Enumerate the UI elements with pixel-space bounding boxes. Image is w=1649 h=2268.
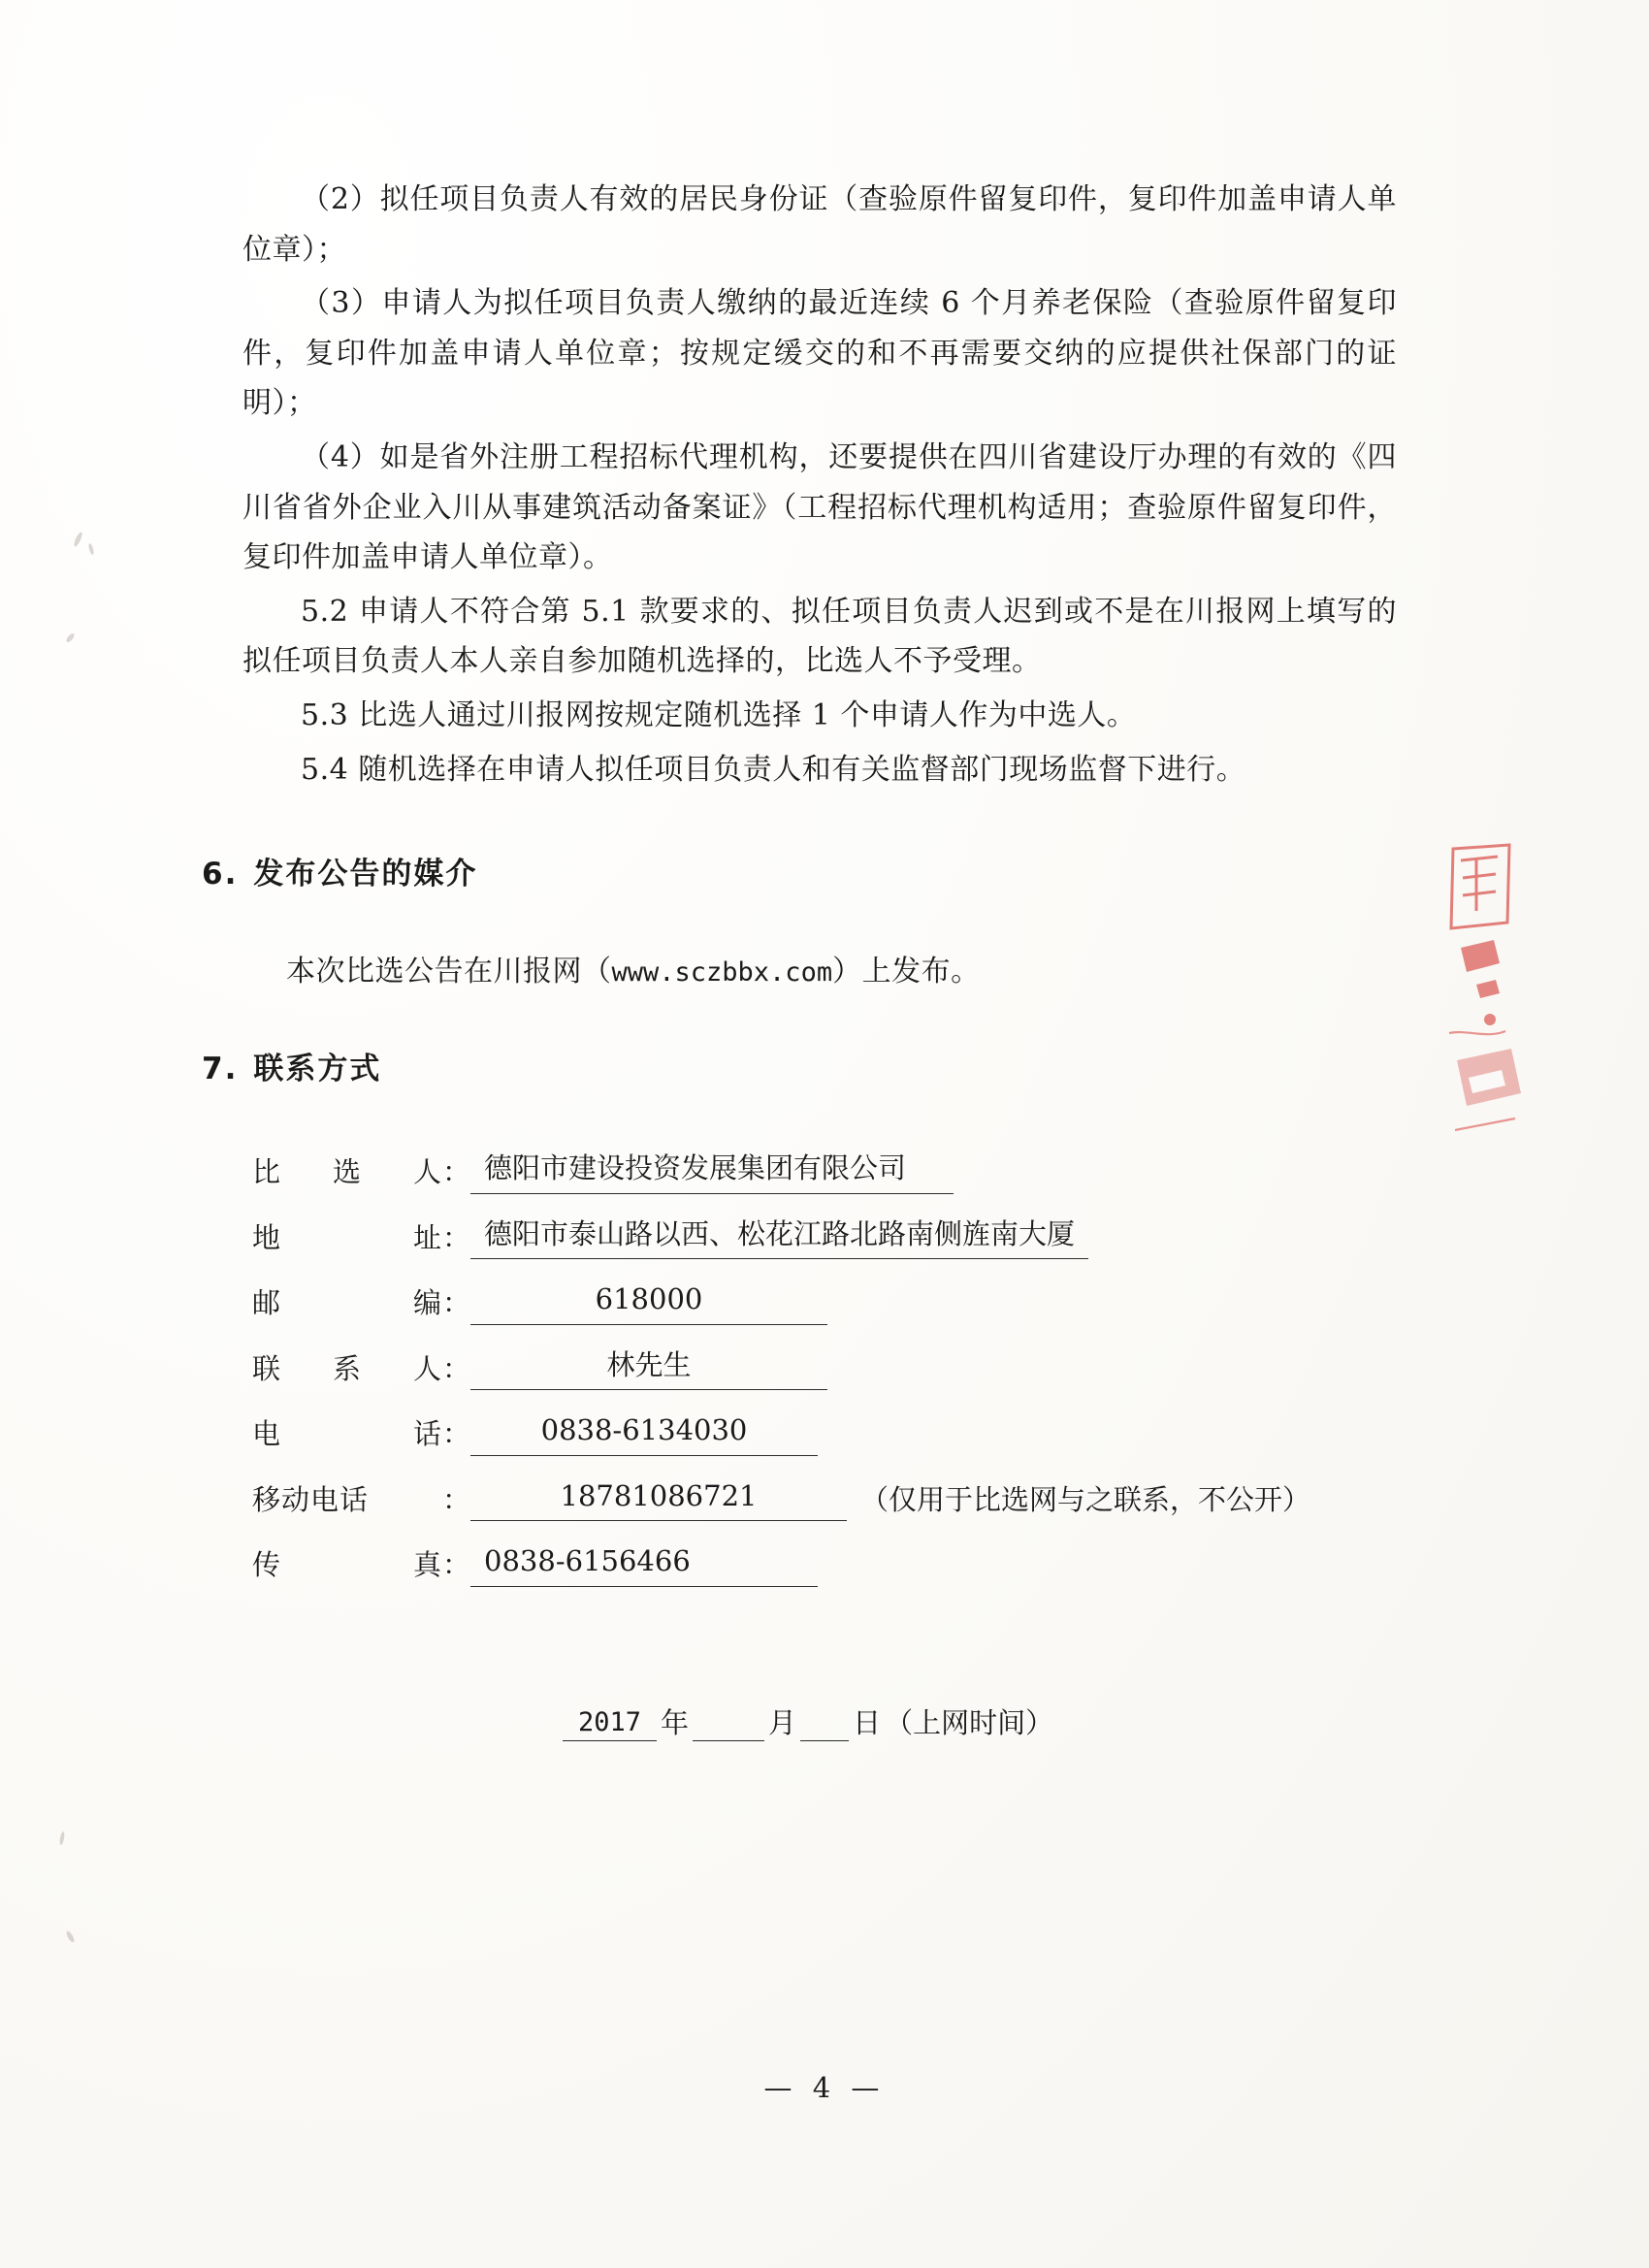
section-number: 6. xyxy=(202,857,239,892)
contact-colon: ： xyxy=(442,1155,471,1189)
media-notice xyxy=(242,947,1397,989)
date-day-unit: 日 xyxy=(853,1705,882,1739)
date-month-unit: 月 xyxy=(768,1705,797,1739)
date-line xyxy=(563,1701,1397,1741)
contact-label: 电 话 xyxy=(252,1417,442,1451)
contact-colon: ： xyxy=(442,1286,471,1320)
contact-label: 传 真 xyxy=(252,1548,442,1582)
contact-value: 0838-6156466 xyxy=(470,1540,818,1587)
paragraph: 5.2 申请人不符合第 5.1 款要求的、拟任项目负责人迟到或不是在川报网上填写的拟任项目负责人本人亲自参加随机选择的，比选人不予受理。 xyxy=(242,594,1397,679)
contact-colon: ： xyxy=(442,1417,471,1451)
document-body xyxy=(202,175,1397,1741)
contact-row-fax xyxy=(252,1540,1397,1587)
contact-value: 618000 xyxy=(470,1279,827,1325)
date-month-blank xyxy=(693,1711,764,1741)
contact-label: 地 址 xyxy=(252,1220,442,1254)
media-notice-prefix: 本次比选公告在川报网（ xyxy=(286,955,612,989)
paragraph: （2）拟任项目负责人有效的居民身份证（查验原件留复印件，复印件加盖申请人单位章）； xyxy=(242,182,1397,267)
media-notice-suffix: ）上发布。 xyxy=(832,955,981,989)
date-year-unit: 年 xyxy=(661,1705,690,1739)
date-day-blank xyxy=(800,1711,849,1741)
paragraph: 5.3 比选人通过川报网按规定随机选择 1 个申请人作为中选人。 xyxy=(301,697,1137,732)
contact-label: 联 系 人 xyxy=(252,1351,442,1385)
contact-colon: ： xyxy=(442,1220,471,1254)
contact-row-phone xyxy=(252,1409,1397,1456)
contact-row-person xyxy=(252,1345,1397,1391)
contact-colon: ： xyxy=(442,1351,471,1385)
section-number: 7. xyxy=(202,1052,239,1087)
section-heading-media xyxy=(202,849,1397,892)
paragraph: （3）申请人为拟任项目负责人缴纳的最近连续 6 个月养老保险（查验原件留复印件，复印件加盖申请人单位章；按规定缓交的和不再需要交纳的应提供社保部门的证明）； xyxy=(242,286,1397,421)
paragraph: 5.4 随机选择在申请人拟任项目负责人和有关监督部门现场监督下进行。 xyxy=(301,752,1246,787)
section-title: 发布公告的媒介 xyxy=(253,857,478,892)
contact-colon: ： xyxy=(442,1482,471,1516)
red-seal-stamp xyxy=(1447,839,1573,1159)
contact-label: 比 选 人 xyxy=(252,1155,442,1189)
contact-value: 18781086721 xyxy=(470,1475,847,1522)
contact-value: 林先生 xyxy=(470,1345,827,1391)
paragraph: （4）如是省外注册工程招标代理机构，还要提供在四川省建设厅办理的有效的《四川省省外企业入川从事建筑活动备案证》（工程招标代理机构适用；查验原件留复印件，复印件加盖申请人单位章）。 xyxy=(242,439,1397,575)
contact-row-mobile xyxy=(252,1475,1397,1522)
contact-label: 邮 编 xyxy=(252,1286,442,1320)
contact-list xyxy=(252,1148,1397,1587)
date-note: （上网时间） xyxy=(885,1705,1054,1739)
media-notice-url: www.sczbbx.com xyxy=(611,957,833,988)
contact-row-address xyxy=(252,1214,1397,1260)
page-footer: — 4 — xyxy=(763,2071,886,2104)
date-year: 2017 xyxy=(563,1707,657,1741)
contact-note: （仅用于比选网与之联系，不公开） xyxy=(860,1482,1311,1516)
section-heading-contact xyxy=(202,1044,1397,1087)
section-title: 联系方式 xyxy=(253,1052,382,1087)
contact-value: 德阳市建设投资发展集团有限公司 xyxy=(470,1148,954,1194)
contact-row-bidder xyxy=(252,1148,1397,1194)
contact-value: 德阳市泰山路以西、松花江路北路南侧旌南大厦 xyxy=(470,1214,1088,1260)
contact-label: 移动电话 xyxy=(252,1482,370,1516)
contact-colon: ： xyxy=(442,1548,471,1582)
contact-value: 0838-6134030 xyxy=(470,1409,818,1456)
contact-row-postcode xyxy=(252,1279,1397,1325)
